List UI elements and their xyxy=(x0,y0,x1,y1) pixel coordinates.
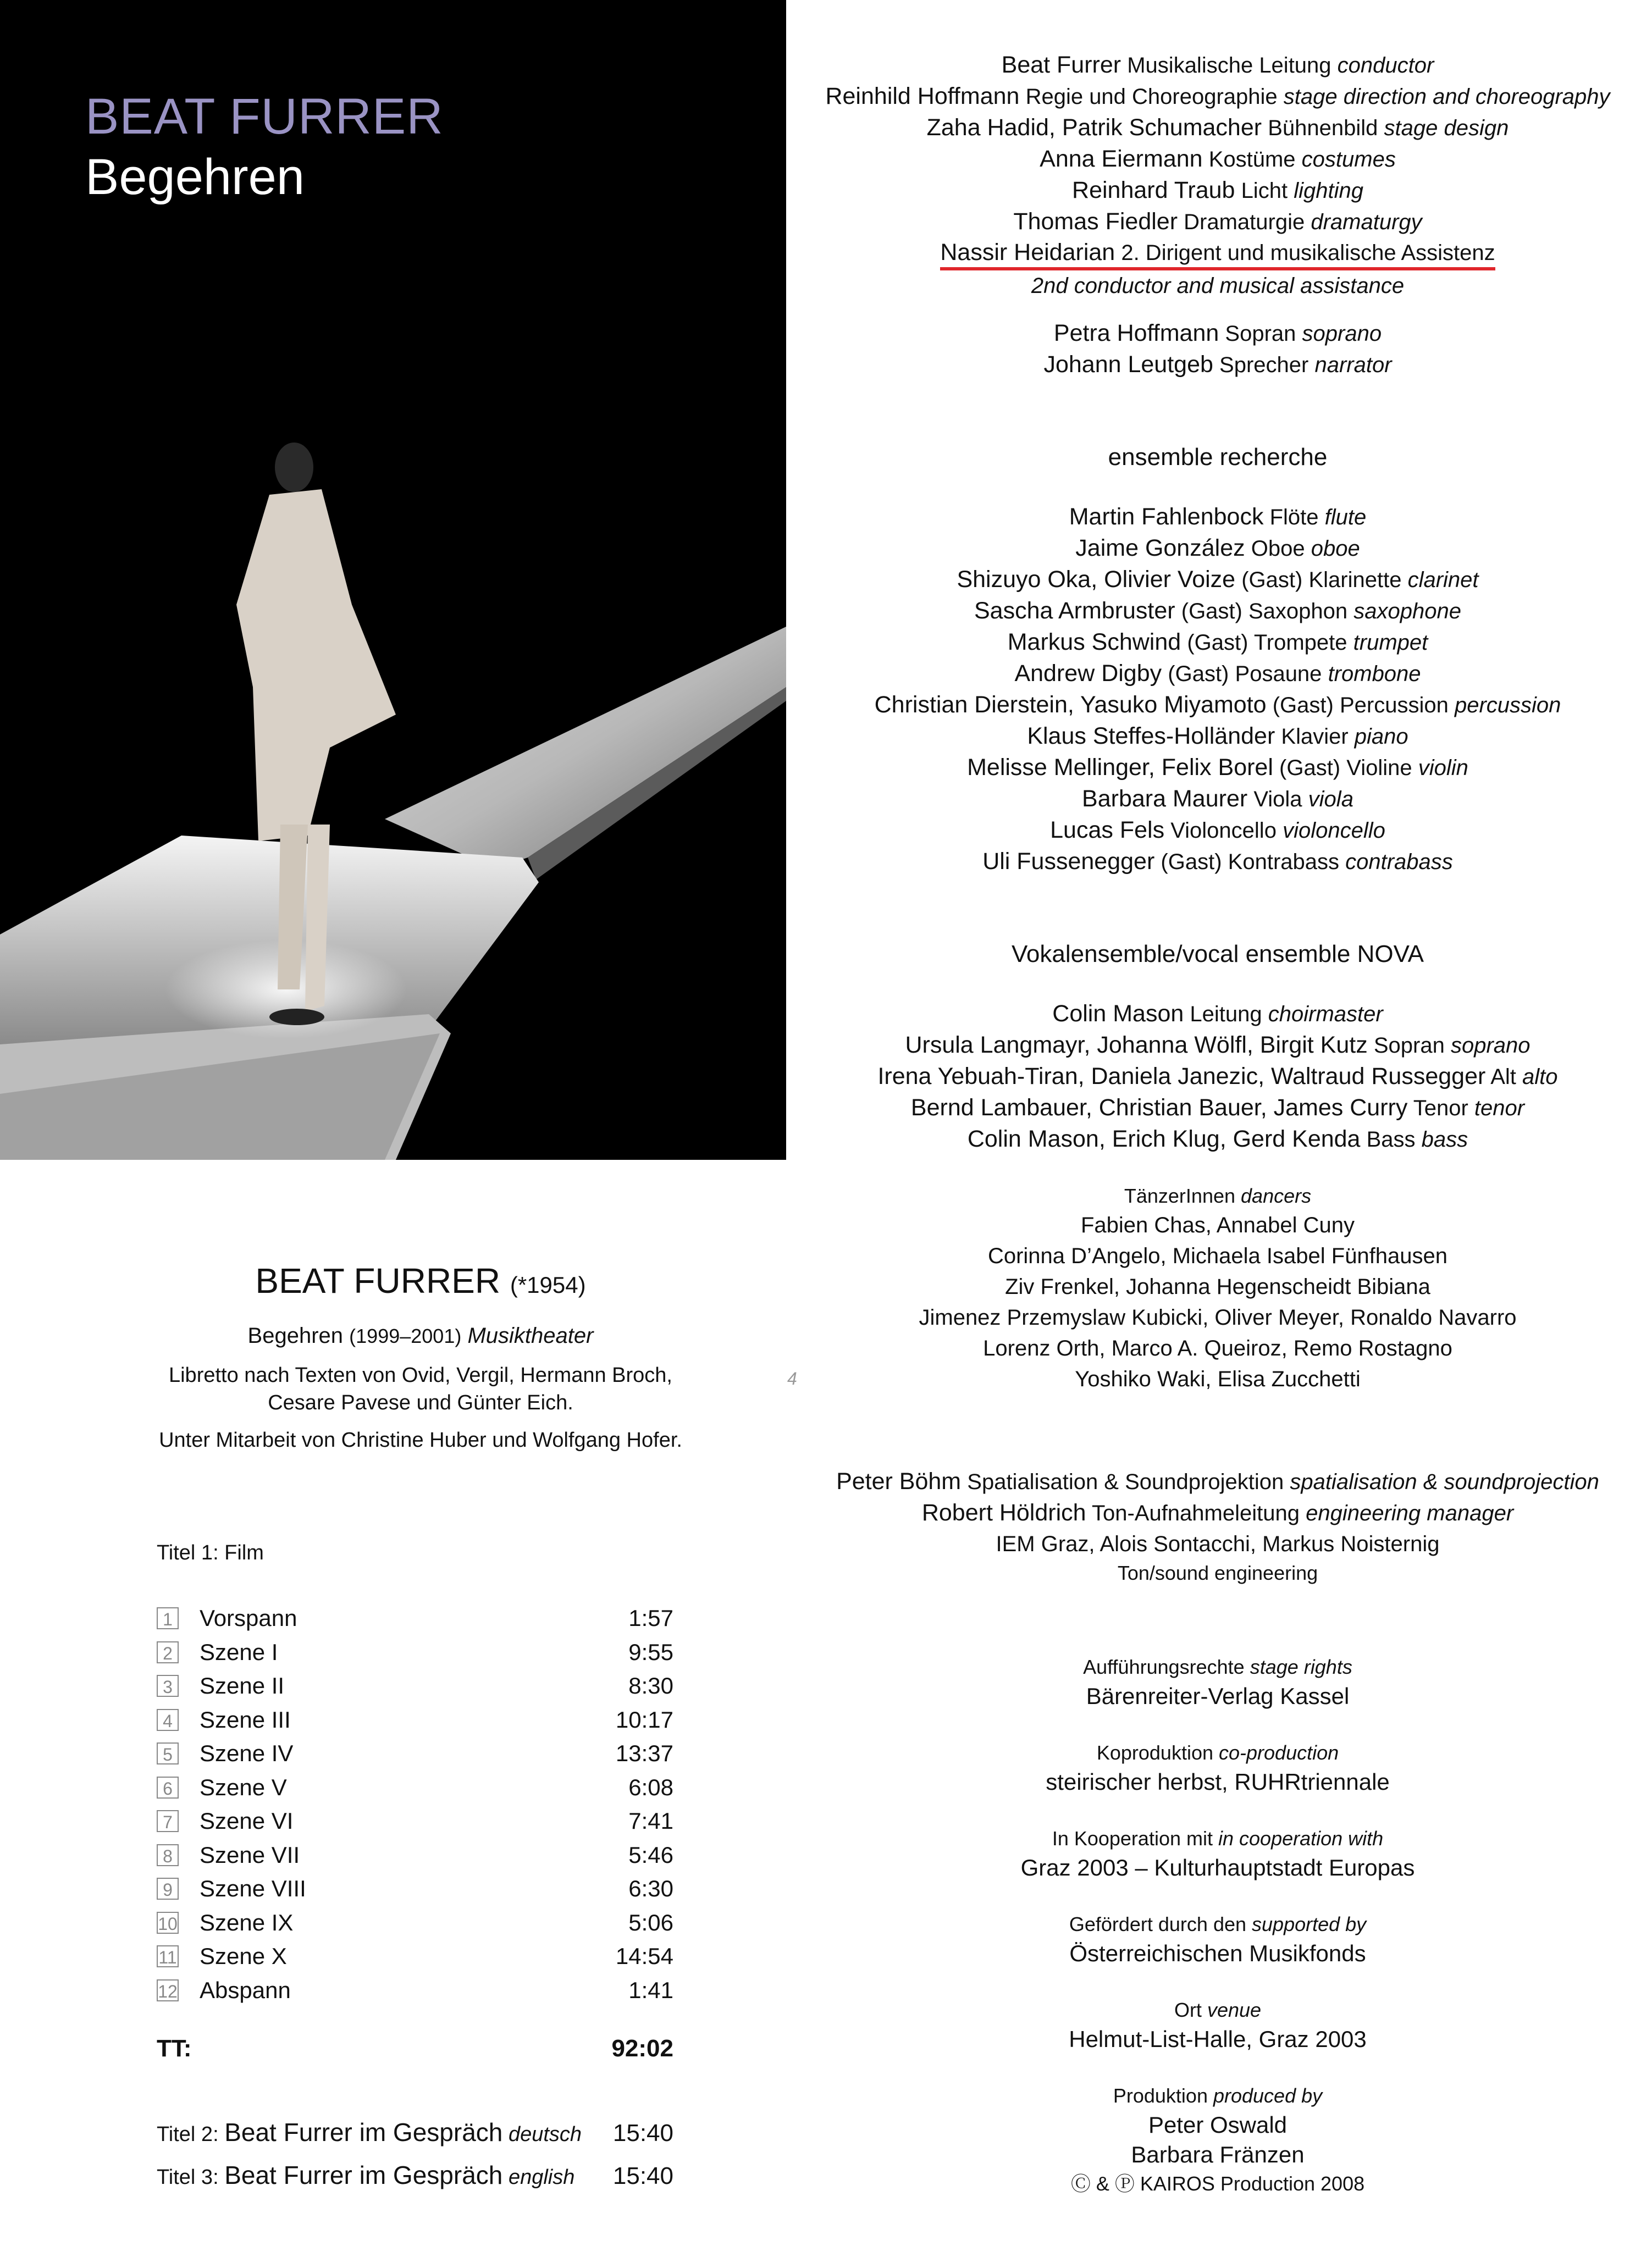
guest-mark: (Gast) xyxy=(1272,693,1334,717)
cover-image xyxy=(0,0,786,1160)
info-label-en: supported by xyxy=(1252,1913,1367,1935)
extra-prefix: Titel 2: xyxy=(157,2123,219,2146)
track-name: Szene X xyxy=(200,1943,287,1969)
highlighted-credit-en xyxy=(811,270,1625,301)
track-row xyxy=(157,1740,673,1774)
credit-role-en: viola xyxy=(1308,787,1353,811)
total-time: TT: 92:02 xyxy=(157,2035,673,2062)
track-row xyxy=(157,1808,673,1842)
info-block-label xyxy=(811,1996,1625,2024)
production-block xyxy=(811,2082,1625,2198)
credit-role-de: Leitung xyxy=(1190,1002,1262,1026)
dancer-line: Corinna D’Angelo, Michaela Isabel Fünfhausen xyxy=(987,1244,1448,1268)
credit-name: Peter Böhm xyxy=(836,1468,962,1495)
info-label-en: stage rights xyxy=(1250,1656,1352,1678)
track-name: Abspann xyxy=(200,1977,291,2003)
credit-role-de: Trompete xyxy=(1253,630,1347,655)
staff-credit xyxy=(811,206,1625,237)
credit-name: Klaus Steffes-Holländer xyxy=(1027,723,1275,749)
track-rows xyxy=(157,1605,673,2011)
credit-role-de: Kostüme xyxy=(1208,147,1296,172)
highlighted-underline xyxy=(940,239,1495,270)
info-block xyxy=(811,1910,1625,1968)
ensemble-credit xyxy=(811,846,1625,877)
staff-credit xyxy=(811,143,1625,175)
dancer-line: Ziv Frenkel, Johanna Hegenscheidt Bibiana xyxy=(1005,1275,1430,1299)
guest-mark: (Gast) xyxy=(1279,756,1341,780)
credit-role-en: costumes xyxy=(1301,147,1396,172)
track-duration: 1:41 xyxy=(628,1977,673,2003)
credit-role-de: Ton-Aufnahmeleitung xyxy=(1091,1501,1300,1525)
credit-role-en: 2nd conductor and musical assistance xyxy=(1031,274,1405,298)
credit-role-en: violin xyxy=(1418,756,1468,780)
producer-name: Barbara Fränzen xyxy=(1131,2142,1305,2167)
credit-role-de: Klarinette xyxy=(1308,568,1402,592)
staff-credit xyxy=(811,112,1625,143)
info-block-value: steirischer herbst, RUHRtriennale xyxy=(1046,1769,1390,1795)
credit-name: Jaime González xyxy=(1075,535,1245,561)
track-row xyxy=(157,1673,673,1707)
info-label-de: Gefördert durch den xyxy=(1069,1913,1247,1935)
cover-composer-title: BEAT FURRER xyxy=(85,88,444,145)
info-block xyxy=(811,1739,1625,1797)
extra-title-row xyxy=(157,2117,673,2160)
vocal-credit xyxy=(811,1061,1625,1092)
credit-role-de: Percussion xyxy=(1339,693,1449,717)
extra-titles xyxy=(157,2117,673,2203)
ensemble-title: ensemble recherche xyxy=(1108,444,1328,471)
credit-role-en: alto xyxy=(1522,1065,1558,1089)
ensemble-credit xyxy=(811,533,1625,564)
credit-role-de: Viola xyxy=(1253,787,1302,811)
credit-name: Bernd Lambauer, Christian Bauer, James Curry xyxy=(910,1094,1408,1121)
ensemble-credit xyxy=(811,627,1625,658)
staff-credit xyxy=(811,49,1625,81)
production-label: Produktion produced by xyxy=(1113,2084,1323,2107)
ensemble-credit xyxy=(811,564,1625,595)
ensemble-credit xyxy=(811,501,1625,533)
credit-role-en: flute xyxy=(1324,505,1367,529)
info-block-value: Österreichischen Musikfonds xyxy=(1069,1940,1366,1966)
track-number: 10 xyxy=(157,1912,179,1934)
credit-role-de: Oboe xyxy=(1251,536,1305,561)
info-label-en: venue xyxy=(1207,1999,1262,2021)
credit-role-en: contrabass xyxy=(1345,850,1453,874)
credit-name: Nassir Heidarian xyxy=(940,239,1115,265)
track-number: 7 xyxy=(157,1810,179,1832)
track-number: 3 xyxy=(157,1675,179,1697)
track-name: Szene VIII xyxy=(200,1876,306,1901)
work-heading: Begehren (1999–2001) Musiktheater xyxy=(247,1324,594,1348)
info-block xyxy=(811,1824,1625,1883)
credit-role-en: soprano xyxy=(1302,322,1382,346)
credit-name: Petra Hoffmann xyxy=(1053,320,1219,346)
track-number: 2 xyxy=(157,1641,179,1663)
track-duration: 8:30 xyxy=(628,1673,673,1699)
track-name: Szene II xyxy=(200,1673,285,1699)
credit-role-en: soprano xyxy=(1450,1033,1531,1058)
iem-role: Ton/sound engineering xyxy=(1117,1562,1318,1584)
track-name: Szene IV xyxy=(200,1740,294,1766)
credit-role-en: bass xyxy=(1421,1127,1468,1152)
soloists-list xyxy=(811,318,1625,380)
producer-name: Peter Oswald xyxy=(1148,2112,1288,2138)
title-1-label: Titel 1: Film xyxy=(157,1541,264,1564)
credit-role-de: 2. Dirigent und musikalische Assistenz xyxy=(1121,241,1495,265)
dancer-line: Yoshiko Waki, Elisa Zucchetti xyxy=(1075,1367,1361,1391)
credit-role-en: conductor xyxy=(1337,53,1434,78)
dancers-label: TänzerInnen dancers xyxy=(1124,1185,1312,1207)
track-duration: 6:08 xyxy=(628,1774,673,1800)
track-duration: 1:57 xyxy=(628,1605,673,1631)
ensemble-credit xyxy=(811,595,1625,627)
credit-role-de: Sopran xyxy=(1373,1033,1445,1058)
track-row xyxy=(157,1842,673,1876)
credit-name: Beat Furrer xyxy=(1001,52,1121,78)
track-number: 5 xyxy=(157,1742,179,1764)
ensemble-credit xyxy=(811,783,1625,815)
info-label-de: Aufführungsrechte xyxy=(1083,1656,1245,1678)
credit-role-de: Sopran xyxy=(1225,322,1296,346)
credit-name: Reinhild Hoffmann xyxy=(825,83,1020,109)
staff-credit xyxy=(811,81,1625,112)
info-label-de: Koproduktion xyxy=(1096,1741,1213,1764)
credit-role-en: violoncello xyxy=(1283,818,1385,843)
ensemble-list xyxy=(811,501,1625,877)
info-block xyxy=(811,1996,1625,2054)
credit-name: Zaha Hadid, Patrik Schumacher xyxy=(926,114,1262,141)
iem-names: IEM Graz, Alois Sontacchi, Markus Noisternig xyxy=(996,1532,1440,1556)
credit-role-de: Flöte xyxy=(1269,505,1319,529)
track-number: 4 xyxy=(157,1709,179,1731)
credit-name: Christian Dierstein, Yasuko Miyamoto xyxy=(874,692,1267,718)
credit-role-en: percussion xyxy=(1454,693,1561,717)
track-number: 1 xyxy=(157,1607,179,1629)
copyright: Ⓒ & Ⓟ KAIROS Production 2008 xyxy=(1070,2172,1365,2195)
track-name: Szene VII xyxy=(200,1841,300,1868)
credit-role-de: Violoncello xyxy=(1170,818,1277,843)
credit-name: Barbara Maurer xyxy=(1082,785,1248,812)
track-duration: 5:06 xyxy=(628,1909,673,1935)
credit-role-en: dramaturgy xyxy=(1311,210,1422,234)
track-row xyxy=(157,1605,673,1639)
credit-role-en: tenor xyxy=(1474,1096,1525,1120)
track-duration: 14:54 xyxy=(615,1943,673,1969)
credit-name: Anna Eiermann xyxy=(1040,146,1203,172)
vocal-credit xyxy=(811,1092,1625,1124)
info-label-en: co-production xyxy=(1219,1741,1339,1764)
track-row xyxy=(157,1977,673,2011)
credit-role-en: oboe xyxy=(1311,536,1360,561)
credit-role-de: Saxophon xyxy=(1248,599,1348,623)
libretto-note: Libretto nach Texten von Ovid, Vergil, Hermann Broch, Cesare Pavese und Günter Eich. xyxy=(168,1364,672,1414)
credit-name: Robert Höldrich xyxy=(921,1500,1086,1526)
credit-role-de: Bühnenbild xyxy=(1268,116,1378,140)
credit-role-en: lighting xyxy=(1294,179,1363,203)
extra-language: english xyxy=(508,2166,575,2189)
track-duration: 10:17 xyxy=(615,1706,673,1733)
extra-title-row xyxy=(157,2160,673,2203)
track-number: 12 xyxy=(157,1979,179,2001)
info-block-value: Graz 2003 – Kulturhauptstadt Europas xyxy=(1020,1855,1415,1880)
ensemble-credit xyxy=(811,752,1625,783)
extra-duration: 15:40 xyxy=(612,2162,673,2189)
credit-role-de: Sprecher xyxy=(1219,353,1309,377)
ensemble-credit xyxy=(811,721,1625,752)
dancer-line: Jimenez Przemyslaw Kubicki, Oliver Meyer, Ronaldo Navarro xyxy=(919,1305,1517,1330)
credit-role-en: stage design xyxy=(1384,116,1509,140)
extra-name: Beat Furrer im Gespräch xyxy=(224,2161,503,2189)
credit-role-en: clarinet xyxy=(1407,568,1479,592)
info-block xyxy=(811,1653,1625,1711)
ensemble-credit xyxy=(811,815,1625,846)
soloist-credit xyxy=(811,349,1625,380)
credits-column xyxy=(811,49,1625,2198)
track-duration: 9:55 xyxy=(628,1639,673,1665)
info-block-value: Helmut-List-Halle, Graz 2003 xyxy=(1069,2026,1367,2052)
guest-mark: (Gast) xyxy=(1161,850,1222,874)
credit-role-en: trumpet xyxy=(1353,630,1428,655)
track-duration: 13:37 xyxy=(615,1740,673,1766)
sound-list xyxy=(811,1466,1625,1529)
vocal-list xyxy=(811,998,1625,1155)
page-number: 4 xyxy=(787,1369,797,1389)
cover-work-title: Begehren xyxy=(85,149,305,205)
track-name: Vorspann xyxy=(200,1605,297,1631)
credit-name: Ursula Langmayr, Johanna Wölfl, Birgit Kutz xyxy=(905,1032,1368,1058)
track-number: 8 xyxy=(157,1844,179,1866)
credit-name: Irena Yebuah-Tiran, Daniela Janezic, Waltraud Russegger xyxy=(877,1063,1486,1089)
info-blocks xyxy=(811,1653,1625,2054)
tracklist xyxy=(157,1539,673,2203)
credit-role-en: saxophone xyxy=(1353,599,1462,623)
credit-role-en: narrator xyxy=(1314,353,1392,377)
guest-mark: (Gast) xyxy=(1168,662,1229,686)
extra-duration: 15:40 xyxy=(612,2120,673,2147)
staff-list xyxy=(811,49,1625,237)
track-row xyxy=(157,1774,673,1808)
credit-role-en: trombone xyxy=(1328,662,1421,686)
highlighted-credit xyxy=(811,237,1625,270)
credit-role-en: engineering manager xyxy=(1306,1501,1514,1525)
vocal-credit xyxy=(811,1124,1625,1155)
info-label-en: in cooperation with xyxy=(1218,1827,1384,1850)
track-name: Szene IX xyxy=(200,1909,294,1935)
track-name: Szene I xyxy=(200,1639,278,1665)
track-row xyxy=(157,1639,673,1673)
credit-role-en: stage direction and choreography xyxy=(1283,85,1610,109)
credit-role-de: Musikalische Leitung xyxy=(1127,53,1331,78)
credit-role-de: Regie und Choreographie xyxy=(1025,85,1278,109)
track-duration: 5:46 xyxy=(628,1841,673,1868)
credit-role-de: Licht xyxy=(1241,179,1288,203)
track-name: Szene V xyxy=(200,1774,287,1800)
track-name: Szene III xyxy=(200,1706,291,1733)
credit-role-de: Dramaturgie xyxy=(1184,210,1305,234)
credit-name: Shizuyo Oka, Olivier Voize xyxy=(957,566,1236,593)
credit-role-en: piano xyxy=(1354,724,1408,749)
ensemble-credit xyxy=(811,689,1625,721)
credit-name: Reinhard Traub xyxy=(1072,177,1235,203)
track-duration: 6:30 xyxy=(628,1876,673,1901)
guest-mark: (Gast) xyxy=(1181,599,1242,623)
credit-role-de: Spatialisation & Soundprojektion xyxy=(967,1470,1284,1494)
vocal-ensemble-title: Vokalensemble/vocal ensemble NOVA xyxy=(1011,941,1424,967)
credit-name: Markus Schwind xyxy=(1007,629,1181,655)
credit-role-de: Bass xyxy=(1366,1127,1416,1152)
credit-name: Colin Mason, Erich Klug, Gerd Kenda xyxy=(967,1126,1361,1152)
sound-credit xyxy=(811,1466,1625,1497)
credit-role-de: Violine xyxy=(1346,756,1412,780)
info-label-de: In Kooperation mit xyxy=(1052,1827,1213,1850)
track-duration: 7:41 xyxy=(628,1808,673,1834)
credit-role-de: Tenor xyxy=(1413,1096,1468,1120)
track-row xyxy=(157,1876,673,1910)
extra-name: Beat Furrer im Gespräch xyxy=(224,2118,503,2147)
info-block-label xyxy=(811,1653,1625,1681)
credit-role-de: Klavier xyxy=(1281,724,1349,749)
collaboration-note: Unter Mitarbeit von Christine Huber und Wolfgang Hofer. xyxy=(159,1429,682,1452)
credit-role-en: choirmaster xyxy=(1268,1002,1383,1026)
credit-name: Lucas Fels xyxy=(1050,817,1165,843)
credit-role-de: Alt xyxy=(1490,1065,1516,1089)
credit-name: Colin Mason xyxy=(1052,1000,1184,1027)
dancer-line: Fabien Chas, Annabel Cuny xyxy=(1080,1213,1355,1237)
guest-mark: (Gast) xyxy=(1241,568,1303,592)
credit-name: Johann Leutgeb xyxy=(1043,351,1213,378)
info-block-label xyxy=(811,1910,1625,1939)
track-number: 9 xyxy=(157,1878,179,1900)
credit-name: Sascha Armbruster xyxy=(974,598,1175,624)
track-row xyxy=(157,1943,673,1977)
info-block-label xyxy=(811,1739,1625,1767)
extra-language: deutsch xyxy=(508,2123,582,2146)
ensemble-credit xyxy=(811,658,1625,689)
sound-credit xyxy=(811,1497,1625,1529)
credit-name: Martin Fahlenbock xyxy=(1069,504,1264,530)
credit-name: Melisse Mellinger, Felix Borel xyxy=(967,754,1273,781)
track-name: Szene VI xyxy=(200,1808,294,1834)
soloist-credit xyxy=(811,318,1625,349)
vocal-credit xyxy=(811,998,1625,1030)
info-block-value: Bärenreiter-Verlag Kassel xyxy=(1086,1683,1350,1709)
info-label-de: Ort xyxy=(1174,1999,1202,2021)
staff-credit xyxy=(811,175,1625,206)
dancer-line: Lorenz Orth, Marco A. Queiroz, Remo Rostagno xyxy=(983,1336,1452,1360)
dancers-list xyxy=(811,1210,1625,1395)
vocal-credit xyxy=(811,1030,1625,1061)
credit-role-de: Posaune xyxy=(1235,662,1322,686)
track-number: 6 xyxy=(157,1777,179,1799)
work-info xyxy=(104,1259,737,1454)
track-row xyxy=(157,1910,673,1944)
credit-name: Uli Fussenegger xyxy=(982,848,1155,875)
composer-heading: BEAT FURRER (*1954) xyxy=(255,1261,586,1301)
info-block-label xyxy=(811,1824,1625,1853)
credit-role-en: spatialisation & soundprojection xyxy=(1290,1470,1599,1494)
credit-role-de: Kontrabass xyxy=(1228,850,1339,874)
track-number: 11 xyxy=(157,1945,179,1967)
extra-prefix: Titel 3: xyxy=(157,2166,219,2189)
guest-mark: (Gast) xyxy=(1187,630,1248,655)
credit-name: Andrew Digby xyxy=(1014,660,1162,687)
credit-name: Thomas Fiedler xyxy=(1013,208,1178,235)
track-row xyxy=(157,1707,673,1741)
